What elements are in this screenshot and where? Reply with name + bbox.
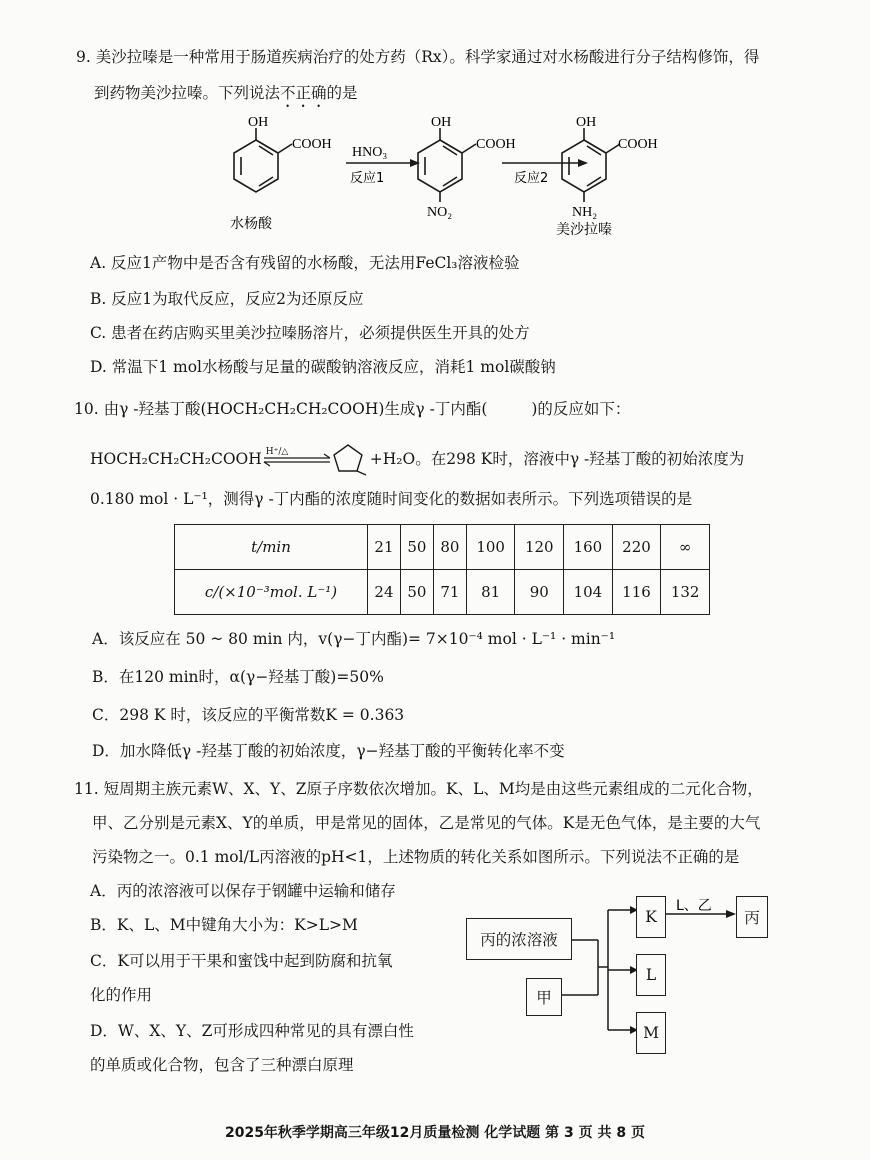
q11-stem-line1: 11. 短周期主族元素W、X、Y、Z原子序数依次增加。K、L、M均是由这些元素组成的二元化合物， (74, 780, 763, 798)
page-footer: 2025年秋季学期高三年级12月质量检测 化学试题 第 3 页 共 8 页 (224, 1125, 646, 1141)
table-cell: 116 (612, 570, 661, 615)
equilibrium-arrow (262, 449, 334, 471)
q10-option-b: B．在120 min时，α(γ−羟基丁酸)=50% (92, 668, 384, 686)
salicylic-cooh: COOH (292, 137, 332, 152)
q9-option-d: D. 常温下1 mol水杨酸与足量的碳酸钠溶液反应，消耗1 mol碳酸钠 (90, 358, 556, 376)
q9-stem-line2-post: 的是 (326, 84, 358, 102)
salicylic-oh: OH (248, 115, 269, 130)
q9-option-c: C. 患者在药店购买里美沙拉嗪肠溶片，必须提供医生开具的处方 (90, 324, 530, 342)
q10-stem-line1-a: 10. 由γ -羟基丁酸(HOCH₂CH₂CH₂COOH)生成γ -丁内酯( (74, 400, 488, 418)
q10-stem-line1 (74, 398, 630, 420)
q11-option-d-cont: 的单质或化合物，包含了三种漂白原理 (90, 1056, 354, 1074)
table-cell: 90 (515, 570, 564, 615)
salicylic-acid-structure (234, 128, 292, 192)
table-cell: 24 (368, 570, 401, 615)
table-cell: 100 (466, 525, 515, 570)
q11-option-c-cont: 化的作用 (90, 986, 153, 1004)
box-bing: 丙 (736, 896, 768, 938)
nitro-cooh: COOH (476, 137, 516, 152)
reagent-hno3: HNO₃ (352, 145, 388, 160)
table-header-time: t/min (175, 525, 368, 570)
nitro-no2: NO₂ (427, 205, 453, 220)
equilibrium-arrow-icon (262, 449, 334, 471)
reaction2-label: 反应2 (514, 171, 549, 186)
nitrosalicylic-acid-structure (418, 128, 476, 202)
table-cell: 21 (368, 525, 401, 570)
table-cell: ∞ (661, 525, 710, 570)
box-k: K (636, 896, 666, 938)
table-cell: 104 (564, 570, 613, 615)
q11-option-d: D．W、X、Y、Z可形成四种常见的具有漂白性 (90, 1022, 414, 1040)
q9-stem-line2-pre: 到药物美沙拉嗪。下列说法 (94, 84, 281, 102)
equilibrium-condition: H⁺/△ (265, 447, 289, 457)
q10-option-a: A．该反应在 50 ~ 80 min 内，v(γ−丁内酯)= 7×10⁻⁴ mol · L⁻¹ · min⁻¹ (92, 630, 616, 648)
q9-reaction-scheme (0, 108, 870, 248)
q9-emphasis-not-correct: 不正确 (280, 84, 327, 102)
table-row (175, 570, 710, 615)
mesalazine-cooh: COOH (618, 137, 658, 152)
mesalazine-structure (562, 128, 620, 202)
q10-option-c: C．298 K 时，该反应的平衡常数K = 0.363 (92, 706, 405, 724)
table-cell: 80 (433, 525, 466, 570)
nitro-oh: OH (431, 115, 452, 130)
q10-stem-line3: 0.180 mol · L⁻¹，测得γ -丁内酯的浓度随时间变化的数据如表所示。下列选项错误的是 (90, 490, 693, 508)
reaction1-label: 反应1 (350, 171, 385, 186)
q10-equation (90, 448, 744, 471)
q10-stem-line1-b: )的反应如下： (531, 400, 631, 418)
q9-option-b: B. 反应1为取代反应，反应2为还原反应 (90, 290, 364, 308)
box-concentrated-bing: 丙的浓溶液 (466, 918, 572, 960)
salicylic-acid-name: 水杨酸 (230, 216, 272, 232)
q10-option-d: D．加水降低γ -羟基丁酸的初始浓度，γ−羟基丁酸的平衡转化率不变 (92, 742, 565, 760)
q11-option-c: C．K可以用于干果和蜜饯中起到防腐和抗氧 (90, 952, 393, 970)
q11-option-a: A．丙的浓溶液可以保存于钢罐中运输和储存 (90, 882, 396, 900)
table-cell: 50 (400, 570, 433, 615)
equation-products: +H₂O。在298 K时，溶液中γ -羟基丁酸的初始浓度为 (369, 450, 745, 468)
q11-stem-line2: 甲、乙分别是元素X、Y的单质，甲是常见的固体，乙是常见的气体。K是无色气体，是主要的大气 (92, 814, 761, 832)
mesalazine-oh: OH (576, 115, 597, 130)
table-cell: 50 (400, 525, 433, 570)
q11-stem-line3: 污染物之一。0.1 mol/L丙溶液的pH<1，上述物质的转化关系如图所示。下列说法不正确的是 (92, 848, 740, 866)
box-jia: 甲 (526, 978, 562, 1016)
q11-option-b: B．K、L、M中键角大小为：K>L>M (90, 916, 358, 934)
box-l: L (636, 954, 666, 996)
table-cell: 132 (661, 570, 710, 615)
table-header-concentration: c/(×10⁻³mol. L⁻¹) (175, 570, 368, 615)
q9-option-a: A. 反应1产物中是否含有残留的水杨酸，无法用FeCl₃溶液检验 (90, 254, 520, 272)
table-row (175, 525, 710, 570)
q9-stem-line2 (94, 82, 358, 111)
table-cell: 81 (466, 570, 515, 615)
concentration-table (174, 524, 710, 615)
table-cell: 120 (515, 525, 564, 570)
mesalazine-nh2: NH₂ (572, 205, 598, 220)
table-cell: 160 (564, 525, 613, 570)
table-cell: 220 (612, 525, 661, 570)
box-m: M (636, 1012, 666, 1054)
table-cell: 71 (433, 570, 466, 615)
arrow-label-l-yi: L、乙 (676, 898, 712, 914)
q9-stem-line1: 9. 美沙拉嗪是一种常用于肠道疾病治疗的处方药（Rx）。科学家通过对水杨酸进行分子结构修饰，得 (76, 48, 760, 66)
mesalazine-name: 美沙拉嗪 (556, 222, 612, 238)
equation-reactant: HOCH₂CH₂CH₂COOH (90, 450, 262, 468)
